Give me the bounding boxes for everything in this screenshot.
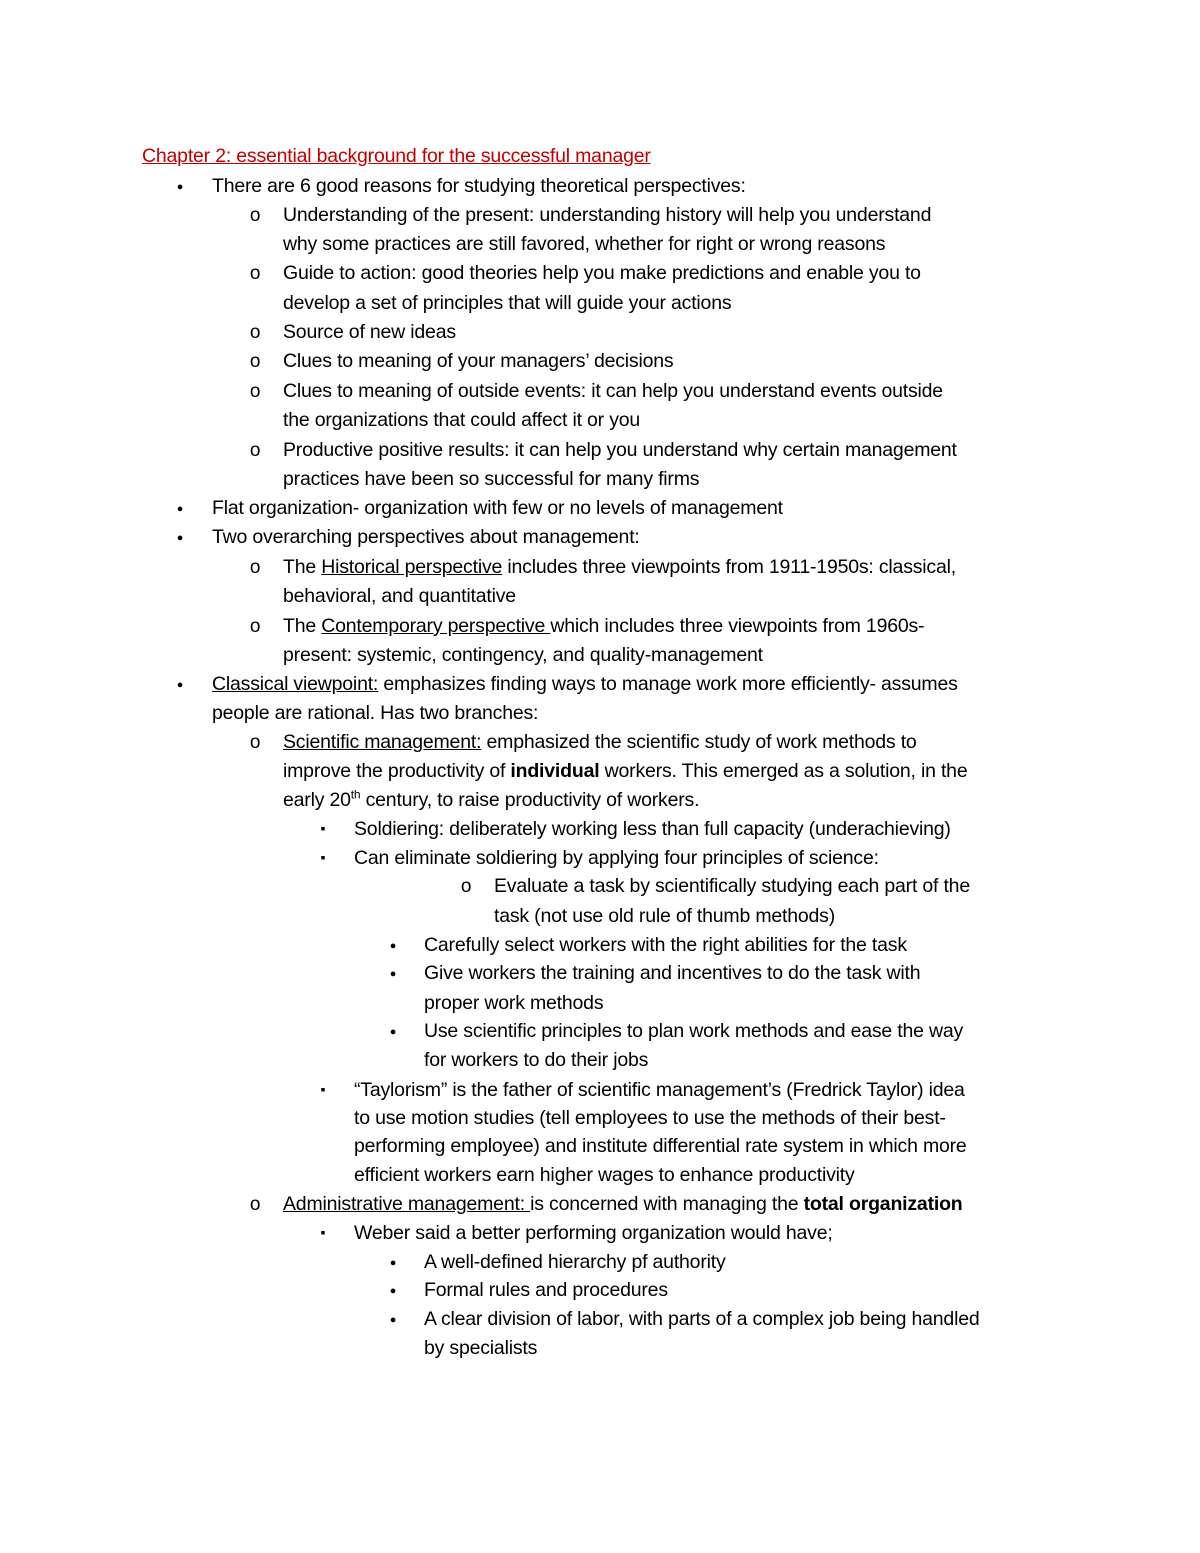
soldiering-definition: Soldiering: deliberately working less than full capacity (underachieving) [354,818,951,840]
weber-item-2: Formal rules and procedures [424,1279,668,1301]
scientific-management-line-2: improve the productivity of individual workers. This emerged as a solution, in the [283,760,968,782]
bullet-circle-icon [247,376,263,407]
weber-item-3-line-2: by specialists [424,1337,538,1359]
reason-5-line-1: Clues to meaning of outside events: it can help you understand events outside [283,380,943,402]
reason-2-line-2: develop a set of principles that will guide your actions [283,292,732,314]
taylorism-line-3: performing employee) and institute differential rate system in which more [354,1135,967,1157]
weber-intro: Weber said a better performing organization would have; [354,1222,833,1244]
reason-3: Source of new ideas [283,321,456,343]
bullet-disc-icon [385,958,401,991]
classical-viewpoint: Classical viewpoint: emphasizes finding ways to manage work more efficiently- assumes [212,673,958,695]
reason-6-line-1: Productive positive results: it can help you understand why certain management [283,439,957,461]
weber-item-1: A well-defined hierarchy pf authority [424,1251,726,1273]
bullet-disc-icon [172,522,188,555]
bullet-circle-icon [247,346,263,377]
taylorism-line-4: efficient workers earn higher wages to enhance productivity [354,1164,855,1186]
contemporary-perspective-cont: present: systemic, contingency, and quality-management [283,644,763,666]
classical-term: Classical viewpoint: [212,673,379,695]
principle-3-line-2: proper work methods [424,992,604,1014]
weber-item-3-line-1: A clear division of labor, with parts of a complex job being handled [424,1308,980,1330]
taylorism-line-1: “Taylorism” is the father of scientific management’s (Fredrick Taylor) idea [354,1079,965,1101]
principle-2: Carefully select workers with the right abilities for the task [424,934,907,956]
bullet-circle-icon [247,435,263,466]
bullet-disc-icon [385,1304,401,1337]
chapter-title: Chapter 2: essential background for the successful manager [142,145,651,167]
soldiering-elimination: Can eliminate soldiering by applying four principles of science: [354,847,879,869]
reason-2-line-1: Guide to action: good theories help you make predictions and enable you to [283,262,921,284]
scientific-management-line-3: early 20th century, to raise productivity of workers. [283,787,700,811]
principle-1-line-1: Evaluate a task by scientifically studying each part of the [494,875,970,897]
bullet-disc-icon [385,1016,401,1049]
historical-perspective-cont: behavioral, and quantitative [283,585,516,607]
taylorism-line-2: to use motion studies (tell employees to use the methods of their best- [354,1107,946,1129]
bullet-circle-icon [247,200,263,231]
bullet-circle-icon [458,871,474,902]
bullet-disc-icon [172,171,188,204]
bullet-circle-icon [247,1189,263,1220]
bullet-circle-icon [247,727,263,758]
bullet-square-icon [315,1218,331,1249]
reasons-intro: There are 6 good reasons for studying theoretical perspectives: [212,175,746,197]
reason-1-line-1: Understanding of the present: understanding history will help you understand [283,204,932,226]
bullet-circle-icon [247,611,263,642]
bullet-square-icon [315,843,331,874]
reason-4: Clues to meaning of your managers’ decisions [283,350,674,372]
contemporary-perspective: The Contemporary perspective which includes three viewpoints from 1960s- [283,615,925,637]
principle-3-line-1: Give workers the training and incentives to do the task with [424,962,921,984]
administrative-term: Administrative management: [283,1193,531,1215]
principle-1-line-2: task (not use old rule of thumb methods) [494,905,836,927]
principle-4-line-1: Use scientific principles to plan work methods and ease the way [424,1020,964,1042]
historical-perspective: The Historical perspective includes three viewpoints from 1911-1950s: classical, [283,556,956,578]
flat-organization: Flat organization- organization with few or no levels of management [212,497,783,519]
classical-viewpoint-cont: people are rational. Has two branches: [212,702,539,724]
reason-5-line-2: the organizations that could affect it or you [283,409,641,431]
historical-term: Historical perspective [321,556,503,578]
contemporary-term: Contemporary perspective [321,615,551,637]
principle-4-line-2: for workers to do their jobs [424,1049,649,1071]
reason-1-line-2: why some practices are still favored, whether for right or wrong reasons [283,233,886,255]
scientific-term: Scientific management: [283,731,482,753]
bullet-square-icon [315,814,331,845]
administrative-management: Administrative management: is concerned with managing the total organization [283,1193,963,1215]
reason-6-line-2: practices have been so successful for many firms [283,468,700,490]
bullet-circle-icon [247,552,263,583]
scientific-management: Scientific management: emphasized the scientific study of work methods to [283,731,917,753]
bullet-circle-icon [247,317,263,348]
bullet-circle-icon [247,258,263,289]
bullet-square-icon [315,1075,331,1106]
two-perspectives: Two overarching perspectives about management: [212,526,640,548]
bullet-disc-icon [172,669,188,702]
